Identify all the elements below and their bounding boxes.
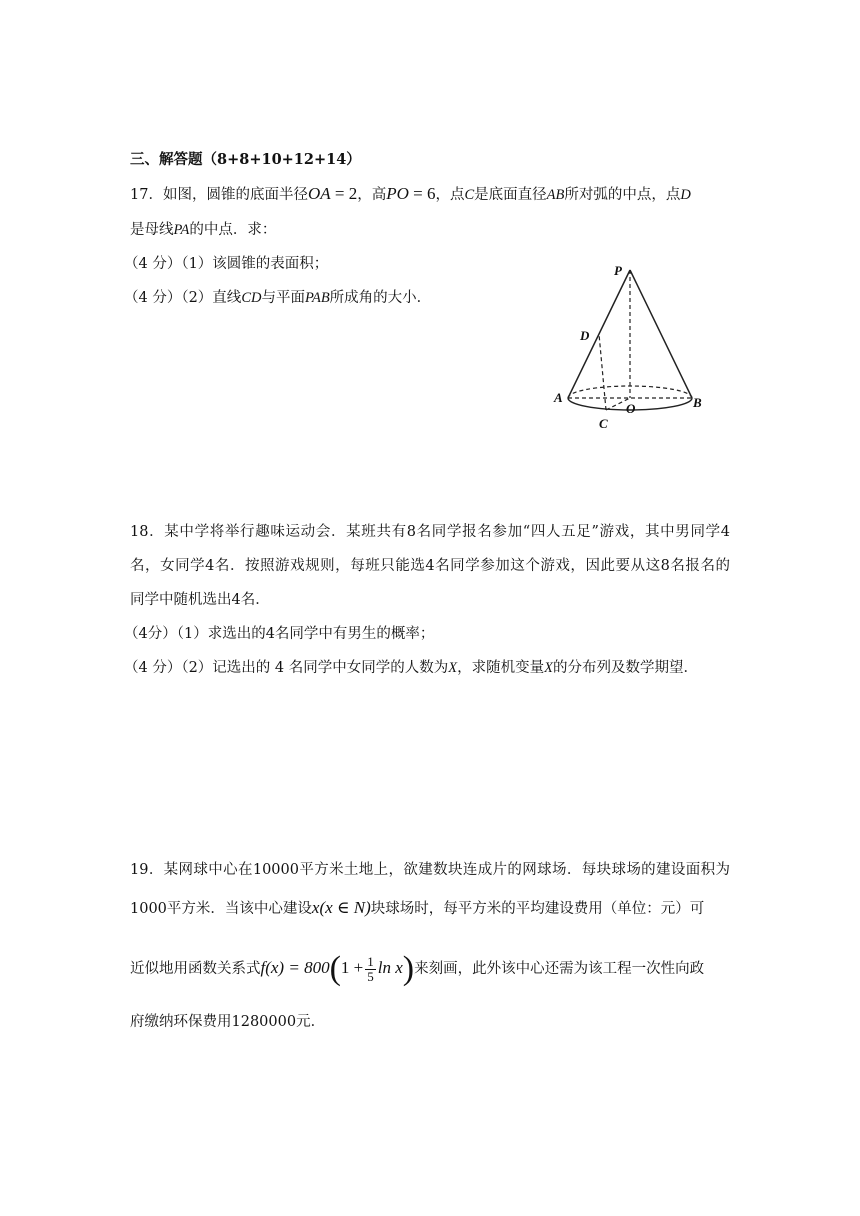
q17-text: 17．如图，圆锥的底面半径 xyxy=(130,187,308,203)
label-d: D xyxy=(580,328,590,343)
point-c: C xyxy=(464,187,475,203)
math-oa-value: 2 xyxy=(348,184,358,203)
label-c: C xyxy=(599,416,608,431)
q19-text: 1000平方米．当该中心建设 xyxy=(130,901,312,917)
math-po: PO xyxy=(386,184,409,203)
math-po-value: 6 xyxy=(426,184,436,203)
section-heading: 三、解答题（8+8+10+12+14） xyxy=(130,151,361,168)
formula-open-paren: ( xyxy=(329,950,341,987)
q17-text: 所成角的大小． xyxy=(329,290,432,306)
q17-text: （4 分）（2）直线 xyxy=(124,290,242,306)
q18-part-2 xyxy=(124,658,698,678)
q17-text: ，点 xyxy=(435,187,465,203)
q17-text: ，高 xyxy=(357,187,387,203)
math-oa: OA xyxy=(307,184,331,203)
point-d: D xyxy=(680,187,691,203)
q17-text: 是母线 xyxy=(130,222,174,238)
q17-text: 所对弧的中点，点 xyxy=(564,187,681,203)
q17-text: 与平面 xyxy=(261,290,305,306)
q19-text: 近似地用函数关系式 xyxy=(130,961,261,977)
variable-x: X xyxy=(448,660,458,676)
q17-part-2 xyxy=(124,288,431,308)
q18-line-3: 同学中随机选出4名． xyxy=(130,592,270,608)
q19-line-3 xyxy=(130,948,704,989)
q17-text: 是底面直径 xyxy=(474,187,547,203)
cone-figure xyxy=(550,258,730,438)
line-cd: CD xyxy=(241,290,262,306)
plane-pab: PAB xyxy=(304,290,330,306)
q17-line-2 xyxy=(130,220,276,240)
segment-pa: PA xyxy=(173,222,190,238)
equals-sign: = xyxy=(330,184,349,203)
formula-close-paren: ) xyxy=(402,950,415,987)
q17-text: 的中点．求： xyxy=(189,222,277,238)
q18-text: 的分布列及数学期望． xyxy=(552,660,698,676)
q19-line-4: 府缴纳环保费用1280000元． xyxy=(130,1014,326,1030)
edge-pb xyxy=(630,270,692,398)
q17-line-1 xyxy=(130,184,691,205)
label-b: B xyxy=(693,395,702,410)
formula-lhs: f(x) = 800 xyxy=(260,958,330,977)
q19-line-2 xyxy=(130,898,704,919)
math-x-in-n: x(x ∈ N) xyxy=(311,898,371,917)
q18-line-2: 名，女同学4名．按照游戏规则，每班只能选4名同学参加这个游戏，因此要从这8名报名的 xyxy=(130,558,730,574)
q19-text: 块球场时，每平方米的平均建设费用（单位：元）可 xyxy=(370,901,705,917)
label-p: P xyxy=(614,263,622,278)
label-o: O xyxy=(626,401,636,416)
fraction-numerator: 1 xyxy=(367,953,374,969)
segment-ab: AB xyxy=(546,187,565,203)
q19-line-1: 19．某网球中心在10000平方米土地上，欲建数块连成片的网球场．每块球场的建设面积为 xyxy=(130,862,730,878)
variable-x: X xyxy=(544,660,553,676)
q18-line-1: 18．某中学将举行趣味运动会．某班共有8名同学报名参加“四人五足”游戏，其中男同学4 xyxy=(130,524,730,540)
formula-ln-x: ln x xyxy=(377,958,403,977)
q19-text: 来刻画，此外该中心还需为该工程一次性向政 xyxy=(414,961,705,977)
q18-part-1: （4分）（1）求选出的4名同学中有男生的概率； xyxy=(124,626,435,642)
q18-text: （4 分）（2）记选出的 4 名同学中女同学的人数为 xyxy=(124,660,449,676)
segment-cd xyxy=(599,334,606,410)
formula-one-plus: 1 + xyxy=(340,958,364,977)
formula-fraction xyxy=(365,955,376,984)
q18-text: ，求随机变量 xyxy=(457,660,545,676)
label-a: A xyxy=(554,390,563,405)
fraction-denominator: 5 xyxy=(367,968,374,984)
equals-sign: = xyxy=(408,184,427,203)
q17-part-1: （4 分）（1）该圆锥的表面积； xyxy=(124,256,329,272)
